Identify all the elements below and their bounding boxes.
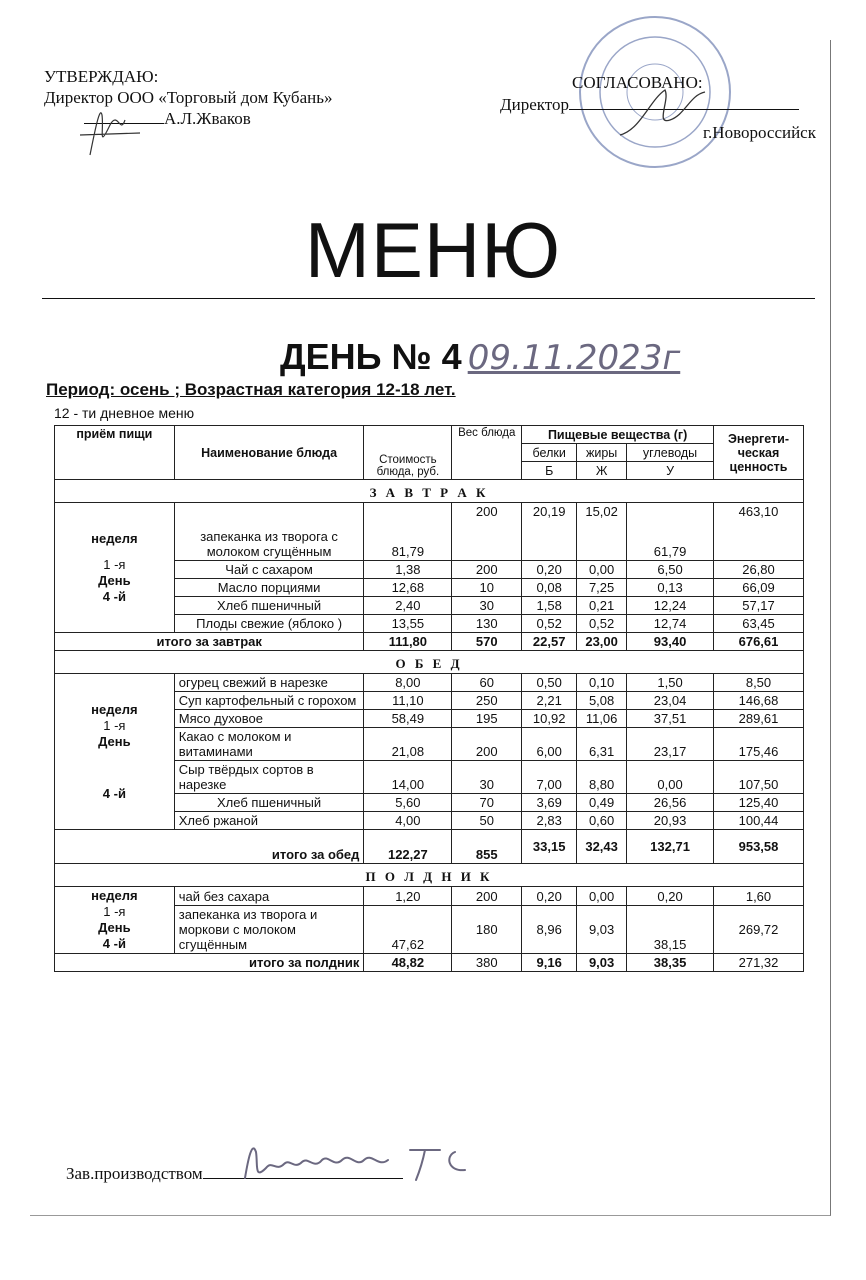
meal-label-lunch	[55, 674, 175, 830]
dish-fat: 0,60	[577, 812, 627, 830]
meal-label-line: День	[98, 572, 131, 588]
dish-fat: 0,10	[577, 674, 627, 692]
dish-carbs: 0,13	[627, 579, 714, 597]
dish-protein: 6,00	[522, 728, 577, 761]
header-carbs: углеводы	[627, 444, 714, 462]
dish-carbs: 20,93	[627, 812, 714, 830]
day-heading	[280, 336, 680, 378]
agreed-city: г.Новороссийск	[702, 123, 816, 142]
dish-carbs: 26,56	[627, 794, 714, 812]
meal-label-snack	[55, 887, 175, 954]
handwritten-signature	[230, 1130, 520, 1190]
menu-cycle-note: 12 - ти дневное меню	[54, 405, 195, 421]
section-lunch: О Б Е Д	[55, 651, 804, 674]
meal-label-line: 4 -й	[102, 588, 126, 604]
dish-cost: 11,10	[364, 692, 452, 710]
agreed-signature	[610, 80, 720, 150]
dish-energy: 63,45	[714, 615, 804, 633]
total-row	[55, 830, 804, 864]
meal-label-line: 4 -й	[102, 936, 126, 951]
dish-fat: 0,00	[577, 561, 627, 579]
dish-weight: 195	[452, 710, 522, 728]
header-nutrients: Пищевые вещества (г)	[522, 426, 714, 444]
total-cost: 122,27	[364, 830, 452, 864]
dish-cost: 5,60	[364, 794, 452, 812]
dish-fat: 0,21	[577, 597, 627, 615]
dish-energy: 269,72	[714, 906, 804, 954]
dish-protein: 3,69	[522, 794, 577, 812]
section-breakfast: З А В Т Р А К	[55, 480, 804, 503]
title-divider	[42, 298, 815, 299]
dish-fat: 9,03	[577, 906, 627, 954]
dish-name: Хлеб пшеничный	[174, 794, 364, 812]
total-row	[55, 954, 804, 972]
dish-fat: 7,25	[577, 579, 627, 597]
dish-protein: 0,50	[522, 674, 577, 692]
dish-cost: 8,00	[364, 674, 452, 692]
dish-fat: 0,49	[577, 794, 627, 812]
day-label: ДЕНЬ № 4	[280, 336, 462, 377]
header-energy: Энергети-ческая ценность	[714, 426, 804, 480]
section-row	[55, 651, 804, 674]
dish-cost: 1,38	[364, 561, 452, 579]
meal-label-line: неделя	[91, 888, 138, 903]
dish-energy: 146,68	[714, 692, 804, 710]
dish-cost: 13,55	[364, 615, 452, 633]
dish-protein: 8,96	[522, 906, 577, 954]
dish-weight: 200	[452, 561, 522, 579]
total-carbs: 38,35	[627, 954, 714, 972]
dish-weight: 30	[452, 761, 522, 794]
dish-carbs: 12,24	[627, 597, 714, 615]
header-c-short: У	[627, 462, 714, 480]
dish-name: Хлеб пшеничный	[174, 597, 364, 615]
dish-carbs: 6,50	[627, 561, 714, 579]
dish-name: Хлеб ржаной	[174, 812, 364, 830]
meal-label-line: неделя	[91, 530, 138, 546]
section-snack: П О Л Д Н И К	[55, 864, 804, 887]
total-energy: 676,61	[714, 633, 804, 651]
header-p-short: Б	[522, 462, 577, 480]
dish-name: запеканка из творога с молоком сгущённым	[174, 503, 364, 561]
dish-protein: 2,83	[522, 812, 577, 830]
dish-energy: 125,40	[714, 794, 804, 812]
dish-name: Мясо духовое	[174, 710, 364, 728]
period-line: Период: осень ; Возрастная категория 12-18 лет.	[46, 380, 456, 399]
dish-fat: 15,02	[577, 503, 627, 561]
dish-carbs: 0,00	[627, 761, 714, 794]
dish-protein: 1,58	[522, 597, 577, 615]
dish-weight: 10	[452, 579, 522, 597]
meal-label-line: День	[98, 920, 131, 935]
dish-energy: 175,46	[714, 728, 804, 761]
dish-energy: 1,60	[714, 887, 804, 906]
dish-protein: 20,19	[522, 503, 577, 561]
dish-weight: 70	[452, 794, 522, 812]
dish-weight: 60	[452, 674, 522, 692]
dish-name: Какао с молоком и витаминами	[174, 728, 364, 761]
dish-carbs: 23,04	[627, 692, 714, 710]
dish-fat: 11,06	[577, 710, 627, 728]
approval-position: Директор ООО «Торговый дом Кубань»	[44, 88, 333, 107]
dish-name: Сыр твёрдых сортов в нарезке	[174, 761, 364, 794]
director-signature	[70, 95, 150, 165]
meal-label-line: День	[98, 733, 131, 749]
dish-energy: 26,80	[714, 561, 804, 579]
header-fat: жиры	[577, 444, 627, 462]
approval-name: А.Л.Жваков	[164, 109, 251, 128]
dish-cost: 4,00	[364, 812, 452, 830]
dish-fat: 0,00	[577, 887, 627, 906]
menu-table	[54, 425, 804, 972]
meal-label-line: 1 -я	[103, 717, 126, 733]
dish-carbs: 61,79	[627, 503, 714, 561]
header-dish: Наименование блюда	[174, 426, 364, 480]
total-fat: 32,43	[577, 830, 627, 864]
total-fat: 23,00	[577, 633, 627, 651]
header-protein: белки	[522, 444, 577, 462]
dish-protein: 0,08	[522, 579, 577, 597]
total-cost: 111,80	[364, 633, 452, 651]
header-f-short: Ж	[577, 462, 627, 480]
total-protein: 9,16	[522, 954, 577, 972]
meal-label-line: неделя	[91, 701, 138, 717]
dish-weight: 200	[452, 503, 522, 561]
document-title: МЕНЮ	[304, 206, 562, 294]
total-energy: 271,32	[714, 954, 804, 972]
total-label: итого за полдник	[55, 954, 364, 972]
dish-fat: 0,52	[577, 615, 627, 633]
dish-name: Масло порциями	[174, 579, 364, 597]
dish-fat: 5,08	[577, 692, 627, 710]
dish-energy: 463,10	[714, 503, 804, 561]
total-energy: 953,58	[714, 830, 804, 864]
dish-weight: 50	[452, 812, 522, 830]
dish-energy: 100,44	[714, 812, 804, 830]
dish-energy: 107,50	[714, 761, 804, 794]
dish-protein: 2,21	[522, 692, 577, 710]
dish-protein: 10,92	[522, 710, 577, 728]
header-row	[55, 426, 804, 444]
meal-label-line: 4 -й	[102, 785, 126, 801]
handwritten-date: 09.11.2023г	[467, 338, 681, 378]
total-weight: 380	[452, 954, 522, 972]
dish-weight: 180	[452, 906, 522, 954]
meal-label-line: 1 -я	[103, 904, 126, 919]
total-cost: 48,82	[364, 954, 452, 972]
dish-cost: 21,08	[364, 728, 452, 761]
total-fat: 9,03	[577, 954, 627, 972]
total-carbs: 93,40	[627, 633, 714, 651]
dish-weight: 130	[452, 615, 522, 633]
total-weight: 855	[452, 830, 522, 864]
dish-weight: 200	[452, 728, 522, 761]
agreed-position: Директор	[500, 95, 569, 114]
dish-protein: 0,52	[522, 615, 577, 633]
dish-energy: 289,61	[714, 710, 804, 728]
header-cost: Стоимость блюда, руб.	[364, 426, 452, 480]
footer-label: Зав.производством	[66, 1164, 203, 1183]
dish-cost: 81,79	[364, 503, 452, 561]
approval-heading: УТВЕРЖДАЮ:	[44, 67, 159, 86]
dish-protein: 0,20	[522, 561, 577, 579]
dish-name: Суп картофельный с горохом	[174, 692, 364, 710]
dish-weight: 30	[452, 597, 522, 615]
total-weight: 570	[452, 633, 522, 651]
dish-weight: 200	[452, 887, 522, 906]
total-carbs: 132,71	[627, 830, 714, 864]
dish-fat: 6,31	[577, 728, 627, 761]
dish-energy: 57,17	[714, 597, 804, 615]
section-row	[55, 864, 804, 887]
dish-protein: 7,00	[522, 761, 577, 794]
dish-cost: 14,00	[364, 761, 452, 794]
dish-cost: 2,40	[364, 597, 452, 615]
dish-name: чай без сахара	[174, 887, 364, 906]
dish-energy: 8,50	[714, 674, 804, 692]
dish-carbs: 0,20	[627, 887, 714, 906]
dish-protein: 0,20	[522, 887, 577, 906]
table-row	[55, 674, 804, 692]
dish-name: Плоды свежие (яблоко )	[174, 615, 364, 633]
dish-name: запеканка из творога и моркови с молоком сгущённым	[174, 906, 364, 954]
dish-energy: 66,09	[714, 579, 804, 597]
dish-carbs: 38,15	[627, 906, 714, 954]
dish-weight: 250	[452, 692, 522, 710]
total-protein: 22,57	[522, 633, 577, 651]
dish-carbs: 37,51	[627, 710, 714, 728]
meal-label-breakfast	[55, 503, 175, 633]
dish-cost: 12,68	[364, 579, 452, 597]
dish-cost: 47,62	[364, 906, 452, 954]
dish-carbs: 23,17	[627, 728, 714, 761]
agreed-heading: СОГЛАСОВАНО:	[572, 73, 703, 92]
meal-label-line: 1 -я	[103, 556, 126, 572]
table-row	[55, 887, 804, 906]
dish-carbs: 1,50	[627, 674, 714, 692]
dish-name: Чай с сахаром	[174, 561, 364, 579]
header-meal: приём пищи	[55, 426, 175, 480]
dish-cost: 58,49	[364, 710, 452, 728]
header-weight: Вес блюда	[452, 426, 522, 480]
dish-fat: 8,80	[577, 761, 627, 794]
total-protein: 33,15	[522, 830, 577, 864]
section-row	[55, 480, 804, 503]
dish-cost: 1,20	[364, 887, 452, 906]
dish-carbs: 12,74	[627, 615, 714, 633]
total-label: итого за обед	[55, 830, 364, 864]
total-row	[55, 633, 804, 651]
table-row	[55, 503, 804, 561]
total-label: итого за завтрак	[55, 633, 364, 651]
dish-name: огурец свежий в нарезке	[174, 674, 364, 692]
